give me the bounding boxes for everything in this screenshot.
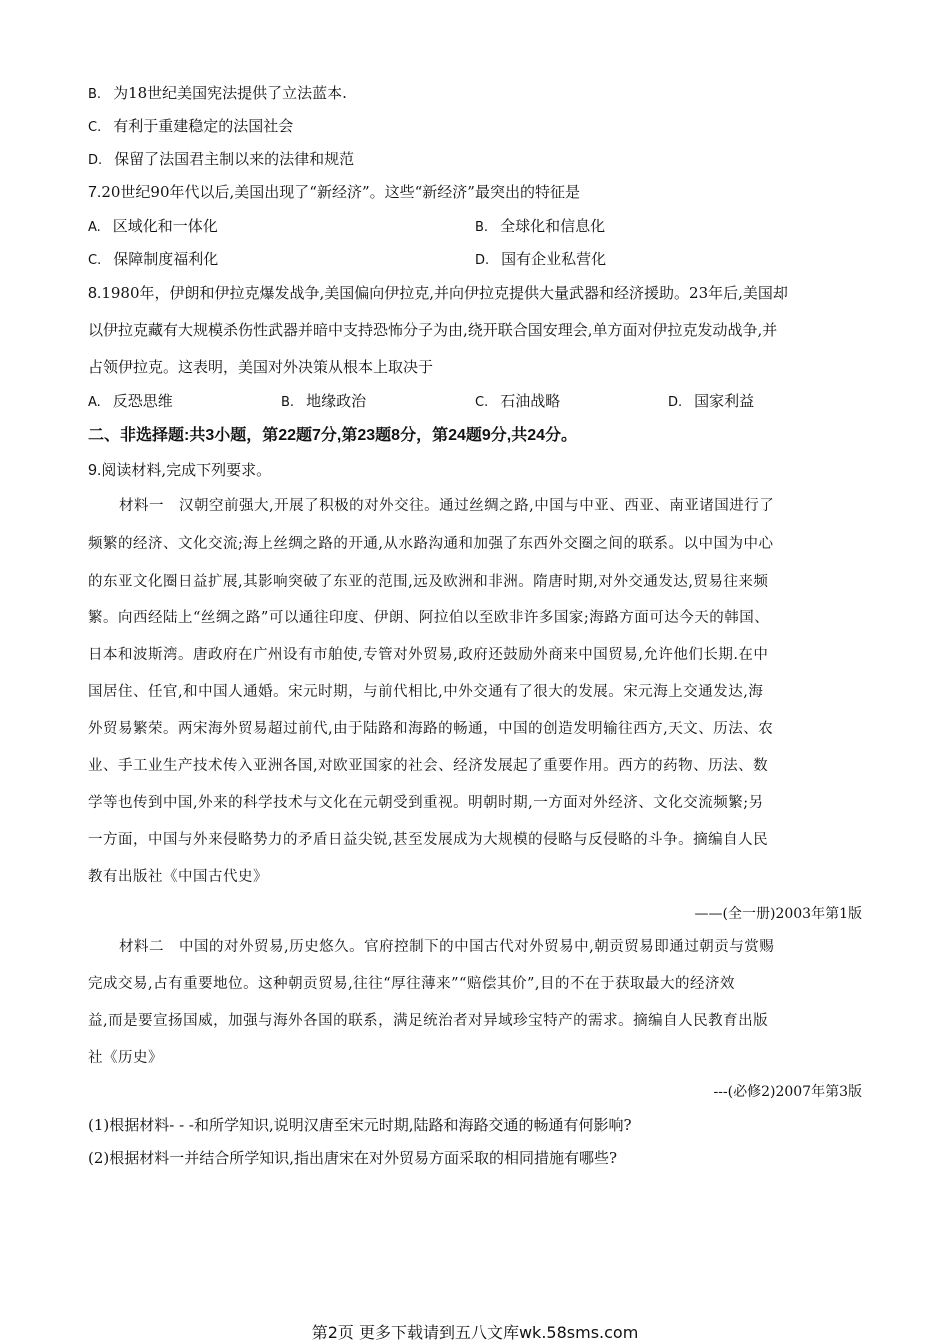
- q6-option-b-text: 为18世纪美国宪法提供了立法蓝本.: [113, 84, 347, 102]
- q6-option-c-letter: C.: [88, 120, 102, 135]
- q6-option-c-text: 有利于重建稳定的法国社会: [113, 117, 294, 135]
- q7-option-d-text: 国有企业私营化: [501, 250, 607, 268]
- material-1-line: 一方面，中国与外来侵略势力的矛盾日益尖锐,甚至发展成为大规模的侵略与反侵略的斗争。摘编自人民: [88, 832, 769, 848]
- q9-sub-question-1: (1)根据材料- - -和所学知识,说明汉唐至宋元时期,陆路和海路交通的畅通有何影响?: [88, 1116, 632, 1134]
- material-1-line: 业、手工业生产技术传入亚洲各国,对欧亚国家的社会、经济发展起了重要作用。西方的药物、历法、数: [88, 758, 769, 774]
- q7-option-c-text: 保障制度福利化: [113, 250, 219, 268]
- material-1-line: 的东亚文化圈日益扩展,其影响突破了东亚的范围,远及欧洲和非洲。隋唐时期,对外交通发达,贸易往来频: [88, 574, 769, 590]
- q7-stem: [88, 182, 580, 203]
- material-1-line: 外贸易繁荣。两宋海外贸易超过前代,由于陆路和海路的畅通，中国的创造发明输往西方,天文、历法、农: [88, 721, 774, 737]
- q8-stem-line-1: [88, 283, 788, 304]
- q7-number: 7.: [88, 184, 102, 201]
- section-2-heading: 二、非选择题:共3小题，第22题7分,第23题8分，第24题9分,共24分。: [88, 427, 578, 444]
- q8-option-c: [475, 391, 560, 413]
- q8-option-d: [668, 391, 754, 413]
- q7-option-a-text: 区域化和一体化: [112, 217, 218, 235]
- q6-option-b: [88, 83, 347, 105]
- q6-option-b-letter: B.: [88, 87, 102, 102]
- q8-stem-line-3: 占领伊拉克。这表明，美国对外决策从根本上取决于: [88, 358, 434, 376]
- material-1-line: 频繁的经济、文化交流;海上丝绸之路的开通,从水路沟通和加强了东西外交圈之间的联系。以中国为中心: [88, 536, 774, 552]
- material-2-line: 社《历史》: [88, 1050, 163, 1066]
- q9-stem: [88, 460, 271, 481]
- q7-option-d-letter: D.: [475, 253, 490, 268]
- q8-option-a-text: 反恐思维: [112, 392, 173, 410]
- q7-option-c: [88, 249, 218, 271]
- q8-option-d-letter: D.: [668, 395, 683, 410]
- q7-option-b-text: 全球化和信息化: [500, 217, 606, 235]
- q8-option-c-letter: C.: [475, 395, 489, 410]
- q9-sub-question-2: (2)根据材料一并结合所学知识,指出唐宋在对外贸易方面采取的相同措施有哪些?: [88, 1149, 618, 1167]
- q8-option-c-text: 石油战略: [500, 392, 561, 410]
- q8-stem-text-1: 1980年，伊朗和伊拉克爆发战争,美国偏向伊拉克,并向伊拉克提供大量武器和经济援助。23年后,美国却: [101, 284, 788, 302]
- material-2-line: 完成交易,占有重要地位。这种朝贡贸易,往往“厚往薄来”“赔偿其价”,目的不在于获取最大的经济效: [88, 976, 735, 992]
- q8-option-b-letter: B.: [281, 395, 295, 410]
- material-1-line: 教有出版社《中国古代史》: [88, 869, 268, 885]
- q6-option-d-text: 保留了法国君主制以来的法律和规范: [114, 150, 355, 168]
- q9-number: 9.: [88, 462, 102, 479]
- q8-option-a: [88, 391, 173, 413]
- material-1-line: 国居住、任官,和中国人通婚。宋元时期，与前代相比,中外交通有了很大的发展。宋元海上交通发达,海: [88, 684, 764, 700]
- material-1-line: 材料一 汉朝空前强大,开展了积极的对外交往。通过丝绸之路,中国与中亚、西亚、南亚诸国进行了: [119, 498, 775, 514]
- material-2-source: ---(必修2)2007年第3版: [713, 1084, 862, 1100]
- q8-option-a-letter: A.: [88, 395, 101, 410]
- page-footer: 第2页 更多下载请到五八文库wk.58sms.com: [311, 1323, 639, 1342]
- material-1-source: ——(全一册)2003年第1版: [694, 906, 862, 922]
- material-2-line: 益,而是要宣扬国威，加强与海外各国的联系，满足统治者对异域珍宝特产的需求。摘编自人民教育出版: [88, 1013, 769, 1029]
- material-1-line: 日本和波斯湾。唐政府在广州设有市舶使,专管对外贸易,政府还鼓励外商来中国贸易,允许他们长期.在中: [88, 647, 769, 663]
- material-2-line: 材料二 中国的对外贸易,历史悠久。官府控制下的中国古代对外贸易中,朝贡贸易即通过朝贡与赏赐: [119, 939, 775, 955]
- q6-option-d-letter: D.: [88, 153, 103, 168]
- q8-option-d-text: 国家利益: [694, 392, 755, 410]
- q6-option-c: [88, 116, 293, 138]
- q6-option-d: [88, 149, 354, 171]
- q7-option-b: [475, 216, 605, 238]
- material-1-line: 繁。向西经陆上“丝绸之路”可以通往印度、伊朗、阿拉伯以至欧非许多国家;海路方面可达今天的韩国、: [88, 610, 770, 626]
- q8-option-b-text: 地缘政治: [306, 392, 367, 410]
- material-1-line: 学等也传到中国,外来的科学技术与文化在元朝受到重视。明朝时期,一方面对外经济、文化交流频繁;另: [88, 795, 764, 811]
- q8-number: 8.: [88, 285, 102, 302]
- q9-stem-text: 阅读材料,完成下列要求。: [101, 461, 272, 479]
- q7-option-a-letter: A.: [88, 220, 101, 235]
- q8-option-b: [281, 391, 366, 413]
- q7-option-b-letter: B.: [475, 220, 489, 235]
- q7-stem-text: 20世纪90年代以后,美国出现了“新经济”。这些“新经济”最突出的特征是: [101, 183, 580, 201]
- q7-option-a: [88, 216, 218, 238]
- q8-stem-line-2: 以伊拉克藏有大规模杀伤性武器并暗中支持恐怖分子为由,绕开联合国安理会,单方面对伊拉克发动战争,并: [88, 321, 778, 339]
- q7-option-c-letter: C.: [88, 253, 102, 268]
- q7-option-d: [475, 249, 606, 271]
